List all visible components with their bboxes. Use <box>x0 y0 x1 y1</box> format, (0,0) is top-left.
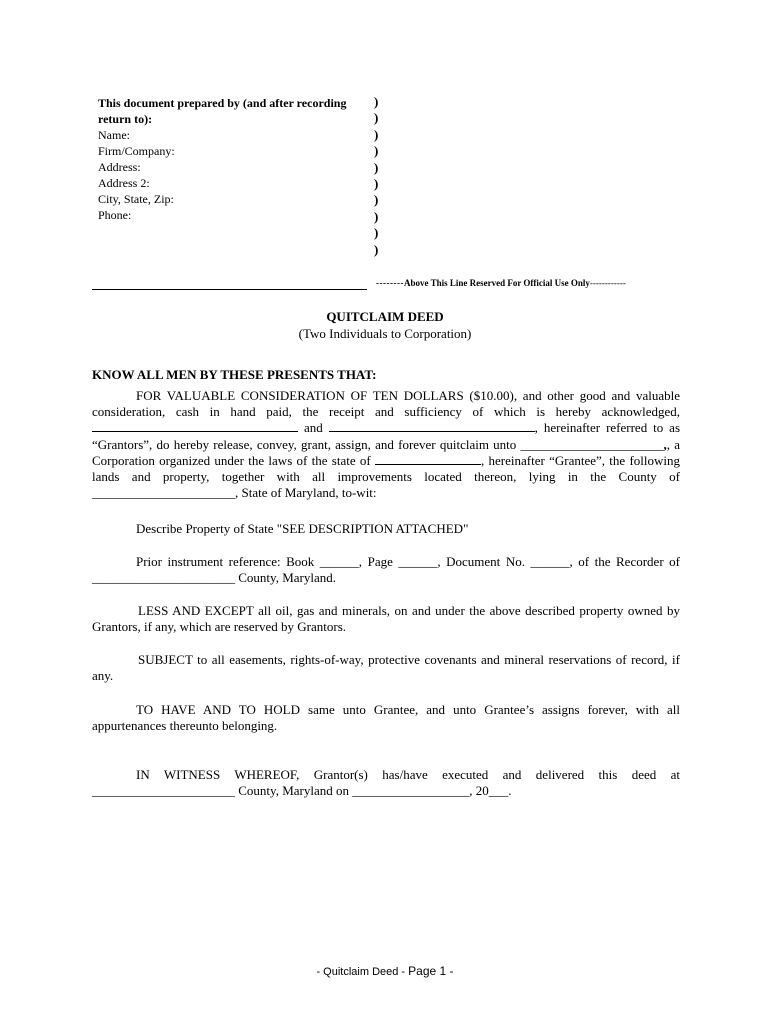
describe-paragraph: Describe Property of State "SEE DESCRIPTION ATTACHED" <box>136 521 469 536</box>
know-all-heading: KNOW ALL MEN BY THESE PRESENTS THAT: <box>92 367 377 382</box>
witness-line-1: IN WITNESS WHEREOF, Grantor(s) has/have executed and delivered this deed at <box>136 767 680 782</box>
prior-instrument-paragraph <box>92 554 680 586</box>
less-except-paragraph <box>92 603 680 635</box>
preparer-field-phone: Phone: <box>98 208 132 222</box>
prior-line-1: Prior instrument reference: Book ______, Page ______, Document No. ______, of the Recorder of <box>136 554 680 569</box>
preparer-heading: This document prepared by (and after recording return to): <box>98 96 347 126</box>
paren: ) <box>374 175 379 191</box>
preparer-field-address: Address: <box>98 160 141 174</box>
consideration-text-2: , hereinafter referred to as “Grantors”, do hereby release, convey, grant, assign, and forever quitclaim unto <box>92 420 681 452</box>
dash-prefix: -------- <box>376 278 404 288</box>
grantor1-blank[interactable] <box>92 420 298 432</box>
paren: ) <box>374 126 379 142</box>
consideration-text-5: , State of Maryland, to-wit: <box>235 485 377 501</box>
paren: ) <box>374 192 379 208</box>
signature-rule <box>92 289 367 290</box>
habendum-paragraph <box>92 702 680 734</box>
habendum-text: TO HAVE AND TO HOLD same unto Grantee, and unto Grantee’s assigns forever, with all appurtenances thereunto belonging. <box>92 702 680 734</box>
consideration-and: and <box>303 420 323 436</box>
county-blank[interactable]: ______________________ <box>92 485 235 501</box>
official-use-line <box>376 278 626 288</box>
witness-paragraph <box>92 767 680 799</box>
paren: ) <box>374 143 379 159</box>
state-blank[interactable] <box>375 453 481 465</box>
preparer-field-address2: Address 2: <box>98 176 150 190</box>
consideration-comma: , <box>481 452 485 468</box>
page-footer <box>0 964 770 978</box>
consideration-text-4: hereinafter “Grantee”, the following lands and property, together with all improvements located thereon, lying in the County of <box>92 452 681 485</box>
paren: ) <box>374 208 379 224</box>
footer-page-number: Page 1 - <box>408 964 454 978</box>
document-title: QUITCLAIM DEED <box>326 309 444 324</box>
witness-line-2: ______________________ County, Maryland on __________________, 20___. <box>92 783 512 799</box>
consideration-text-3: , a Corporation organized under the laws of the state of <box>92 436 680 468</box>
grantor2-blank[interactable] <box>329 420 535 432</box>
paren: ) <box>374 241 379 257</box>
consideration-text-1: FOR VALUABLE CONSIDERATION OF TEN DOLLARS ($10.00), and other good and valuable consideration, cash in hand paid, the receipt and sufficiency of which is hereby acknowledged, <box>92 388 680 420</box>
footer-label: - Quitclaim Deed - <box>316 966 409 978</box>
paren: ) <box>374 94 379 109</box>
paren: ) <box>374 159 379 175</box>
document-subtitle: (Two Individuals to Corporation) <box>298 326 472 341</box>
subject-paragraph <box>92 652 680 684</box>
prior-line-2: ______________________ County, Maryland. <box>92 570 336 586</box>
preparer-field-name: Name: <box>98 128 130 142</box>
less-except-text: LESS AND EXCEPT all oil, gas and minerals, on and under the above described property owned by Grantors, if any, which are reserved by Grantors. <box>92 603 680 635</box>
preparer-field-firm: Firm/Company: <box>98 144 175 158</box>
subject-text: SUBJECT to all easements, rights-of-way, protective covenants and mineral reservations of record, if any. <box>92 652 680 684</box>
paren: ) <box>374 110 379 126</box>
paren: ) <box>374 225 379 241</box>
consideration-bold-comma: , <box>663 436 667 452</box>
paren-column <box>374 94 384 258</box>
official-use-text: Above This Line Reserved For Official Use Only <box>403 278 590 288</box>
preparer-field-city-state-zip: City, State, Zip: <box>98 192 174 206</box>
preparer-block <box>98 95 368 223</box>
dash-suffix: ------------ <box>589 278 626 288</box>
consideration-paragraph <box>92 388 680 501</box>
grantee-blank[interactable]: ______________________ <box>520 436 664 452</box>
